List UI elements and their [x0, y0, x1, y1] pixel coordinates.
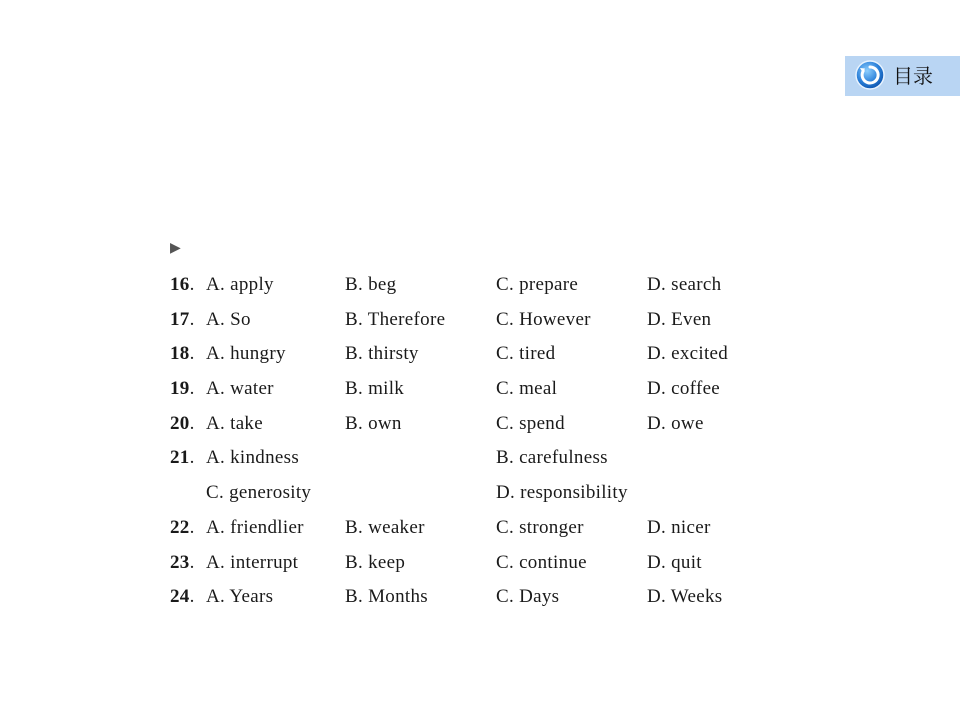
question-number: 22.: [170, 516, 195, 538]
question-number: 17.: [170, 308, 195, 330]
question-row: [170, 582, 790, 617]
question-number: 18.: [170, 343, 195, 365]
option-b[interactable]: B. thirsty: [345, 343, 419, 365]
question-number: 23.: [170, 551, 195, 573]
option-d[interactable]: D. search: [647, 274, 722, 295]
option-d[interactable]: D. Even: [647, 308, 712, 330]
option-a[interactable]: A. apply: [206, 274, 274, 295]
option-a[interactable]: A. So: [206, 308, 251, 330]
option-b[interactable]: B. Therefore: [345, 308, 446, 330]
option-a[interactable]: A. water: [206, 378, 274, 400]
question-number: 21.: [170, 447, 195, 469]
question-row: [170, 270, 790, 305]
option-c[interactable]: C. tired: [496, 343, 556, 365]
toc-label: 目录: [893, 64, 933, 88]
option-d[interactable]: D. coffee: [647, 378, 721, 400]
question-row: [170, 513, 790, 548]
option-c[interactable]: C. stronger: [496, 516, 584, 538]
option-c[interactable]: C. spend: [496, 412, 565, 434]
option-a[interactable]: A. friendlier: [206, 516, 304, 538]
option-a[interactable]: A. take: [206, 412, 263, 434]
option-b[interactable]: B. beg: [345, 274, 397, 295]
question-number: 24.: [170, 586, 195, 608]
option-d[interactable]: D. quit: [647, 551, 702, 573]
option-c[interactable]: B. carefulness: [496, 447, 608, 469]
option-d[interactable]: D. owe: [647, 412, 704, 434]
option-d[interactable]: D. Weeks: [647, 586, 723, 608]
option-c[interactable]: C. Days: [496, 586, 560, 608]
toc-button[interactable]: [845, 56, 960, 96]
question-row: [170, 443, 790, 478]
option-a[interactable]: A. Years: [206, 586, 274, 608]
question-list: [170, 270, 790, 617]
option-b[interactable]: B. keep: [345, 551, 406, 573]
option-c[interactable]: D. responsibility: [496, 482, 628, 504]
question-number: 16.: [170, 274, 195, 295]
option-a[interactable]: C. generosity: [206, 482, 312, 504]
question-row: [170, 374, 790, 409]
question-row: [170, 339, 790, 374]
option-c[interactable]: C. continue: [496, 551, 587, 573]
option-d[interactable]: D. nicer: [647, 516, 711, 538]
question-row: [170, 305, 790, 340]
marker-arrow: ▶: [170, 240, 181, 256]
option-c[interactable]: C. prepare: [496, 274, 579, 295]
option-b[interactable]: B. Months: [345, 586, 428, 608]
option-a[interactable]: A. interrupt: [206, 551, 299, 573]
question-number: 19.: [170, 378, 195, 400]
question-row: [170, 548, 790, 583]
option-c[interactable]: C. meal: [496, 378, 558, 400]
option-d[interactable]: D. excited: [647, 343, 729, 365]
option-c[interactable]: C. However: [496, 308, 591, 330]
option-b[interactable]: B. weaker: [345, 516, 425, 538]
option-a[interactable]: A. kindness: [206, 447, 300, 469]
question-row: [170, 478, 790, 513]
option-a[interactable]: A. hungry: [206, 343, 286, 365]
refresh-circle-icon: [855, 60, 885, 90]
question-row: [170, 409, 790, 444]
question-number: 20.: [170, 412, 195, 434]
option-b[interactable]: B. milk: [345, 378, 405, 400]
option-b[interactable]: B. own: [345, 412, 402, 434]
